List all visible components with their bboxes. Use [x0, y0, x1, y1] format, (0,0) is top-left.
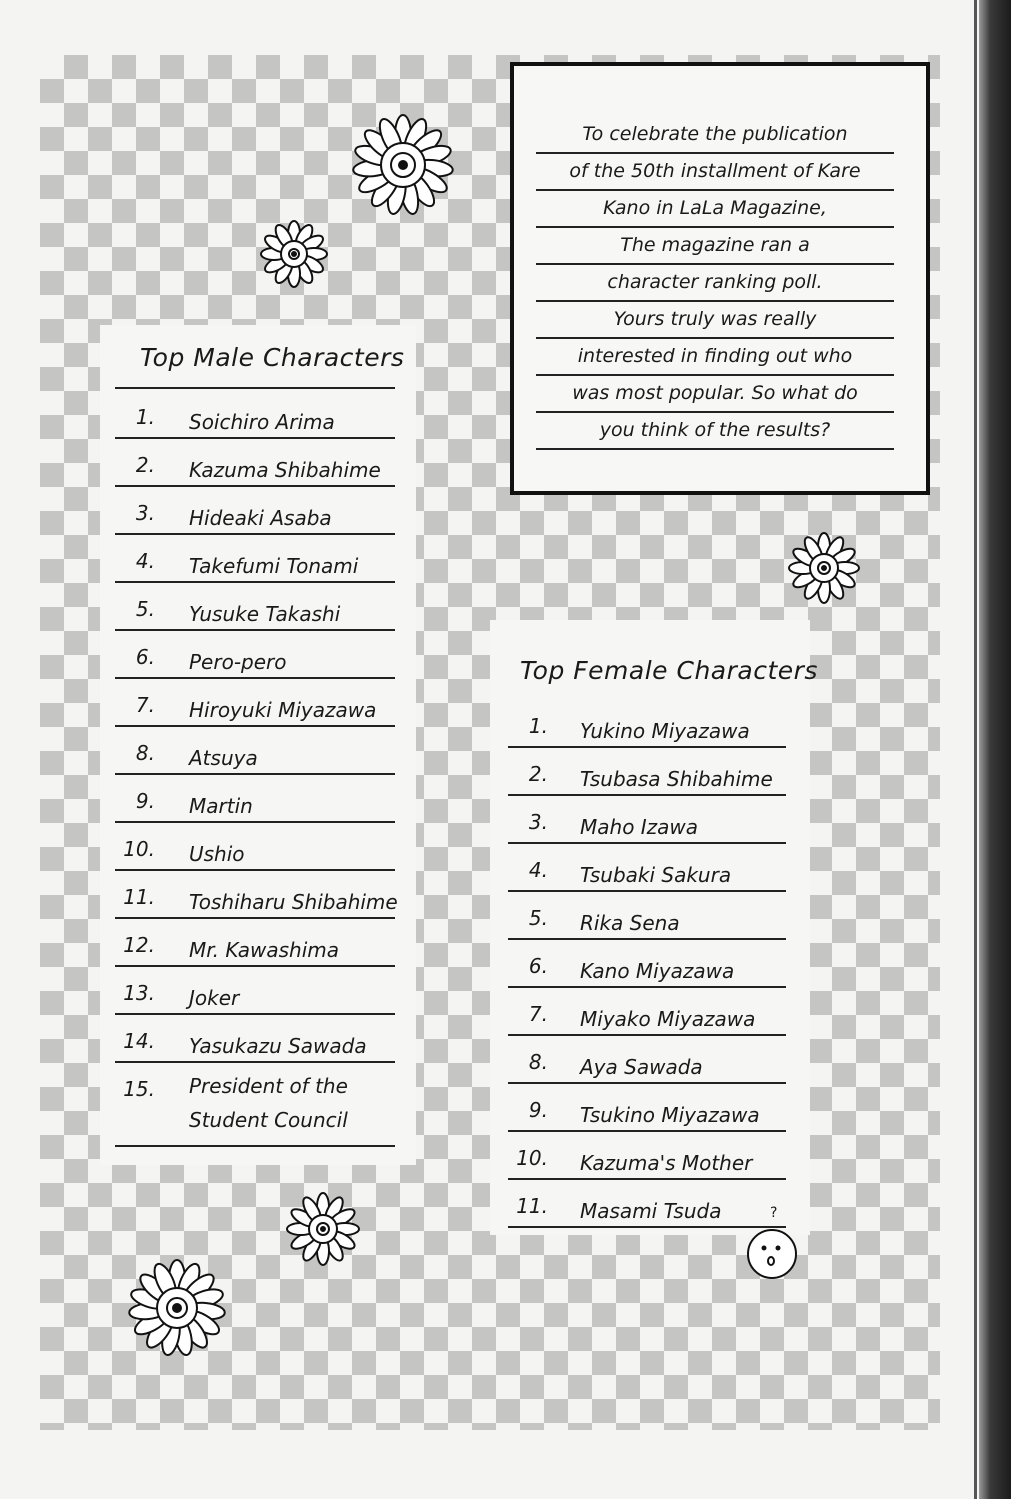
- character-name: Hideaki Asaba: [189, 506, 332, 530]
- character-name: Pero-pero: [189, 650, 287, 674]
- list-item: [508, 748, 786, 796]
- list-item: [115, 439, 395, 487]
- list-item: [508, 700, 786, 748]
- intro-line: Yours truly was really: [536, 301, 894, 339]
- character-name: Masami Tsuda: [580, 1199, 722, 1223]
- character-name: Tsukino Miyazawa: [580, 1103, 760, 1127]
- sunflower-icon: [124, 1255, 230, 1361]
- character-name: Kazuma's Mother: [580, 1151, 753, 1175]
- character-name: Martin: [189, 794, 253, 818]
- rank-number: 7.: [135, 693, 155, 717]
- character-name: Maho Izawa: [580, 815, 699, 839]
- intro-line: was most popular. So what do: [536, 375, 894, 413]
- list-item: [115, 679, 395, 727]
- list-item: [115, 487, 395, 535]
- intro-line: To celebrate the publication: [536, 116, 894, 154]
- list-item: [115, 535, 395, 583]
- list-item: [115, 919, 395, 967]
- character-name: Kano Miyazawa: [580, 959, 735, 983]
- rank-number: 12.: [123, 933, 155, 957]
- rank-number: 2.: [135, 453, 155, 477]
- rank-number: 3.: [528, 810, 548, 834]
- rank-number: 5.: [528, 906, 548, 930]
- list-item: [115, 631, 395, 679]
- character-name: Yasukazu Sawada: [189, 1034, 367, 1058]
- character-name: Mr. Kawashima: [189, 938, 340, 962]
- rank-number: 6.: [135, 645, 155, 669]
- character-name: Aya Sawada: [580, 1055, 703, 1079]
- rank-number: 4.: [135, 549, 155, 573]
- book-spine: [979, 0, 1011, 1499]
- character-name: Hiroyuki Miyazawa: [189, 698, 377, 722]
- sunflower-icon: [348, 110, 458, 220]
- list-item: [508, 796, 786, 844]
- list-item: [115, 871, 398, 919]
- rank-number: 11.: [123, 885, 155, 909]
- list-item: [115, 727, 395, 775]
- rank-number: 4.: [528, 858, 548, 882]
- rank-number: 9.: [135, 789, 155, 813]
- rank-number: 11.: [516, 1194, 548, 1218]
- character-name: Toshiharu Shibahime: [189, 890, 398, 914]
- rank-number: 1.: [528, 714, 548, 738]
- continue-arrow: ?: [770, 1205, 778, 1221]
- list-item: [508, 940, 786, 988]
- list-item: [508, 1132, 786, 1180]
- intro-line: of the 50th installment of Kare: [536, 153, 894, 191]
- rank-number: 14.: [123, 1029, 155, 1053]
- character-name: Ushio: [189, 842, 245, 866]
- character-name-line: Student Council: [189, 1108, 348, 1132]
- list-item: [508, 892, 786, 940]
- character-name: Tsubasa Shibahime: [580, 767, 773, 791]
- character-name: [189, 1069, 348, 1137]
- intro-line: interested in finding out who: [536, 338, 894, 376]
- rank-number: 15.: [123, 1077, 155, 1101]
- rank-number: 10.: [516, 1146, 548, 1170]
- list-item: [115, 1063, 395, 1147]
- character-name-line: President of the: [189, 1074, 348, 1098]
- rank-number: 2.: [528, 762, 548, 786]
- list-item: [508, 1036, 786, 1084]
- rank-number: 7.: [528, 1002, 548, 1026]
- rank-number: 8.: [528, 1050, 548, 1074]
- list-item: [508, 1084, 786, 1132]
- face-doodle-icon: [744, 1226, 800, 1282]
- rank-number: 3.: [135, 501, 155, 525]
- character-name: Atsuya: [189, 746, 258, 770]
- male-title-rule: [115, 387, 395, 389]
- character-name: Kazuma Shibahime: [189, 458, 381, 482]
- list-item: [115, 583, 395, 631]
- intro-line: Kano in LaLa Magazine,: [536, 190, 894, 228]
- rank-number: 1.: [135, 405, 155, 429]
- spine-shadow-line: [974, 0, 977, 1499]
- sunflower-icon: [284, 1190, 362, 1268]
- list-item: [508, 1180, 786, 1228]
- character-name: Soichiro Arima: [189, 410, 335, 434]
- character-name: Yusuke Takashi: [189, 602, 341, 626]
- character-name: Yukino Miyazawa: [580, 719, 750, 743]
- character-name: Miyako Miyazawa: [580, 1007, 756, 1031]
- female-list-title: Top Female Characters: [520, 656, 818, 685]
- sunflower-icon: [786, 530, 862, 606]
- list-item: [115, 823, 395, 871]
- list-item: [508, 988, 786, 1036]
- character-name: Takefumi Tonami: [189, 554, 359, 578]
- list-item: [115, 775, 395, 823]
- list-item: [115, 967, 395, 1015]
- rank-number: 5.: [135, 597, 155, 621]
- rank-number: 13.: [123, 981, 155, 1005]
- male-list-title: Top Male Characters: [140, 343, 405, 372]
- list-item: [115, 1015, 395, 1063]
- list-item: [508, 844, 786, 892]
- list-item: [115, 391, 395, 439]
- character-name: Tsubaki Sakura: [580, 863, 732, 887]
- intro-line: you think of the results?: [536, 412, 894, 450]
- character-name: Rika Sena: [580, 911, 680, 935]
- rank-number: 9.: [528, 1098, 548, 1122]
- rank-number: 8.: [135, 741, 155, 765]
- rank-number: 6.: [528, 954, 548, 978]
- intro-line: The magazine ran a: [536, 227, 894, 265]
- rank-number: 10.: [123, 837, 155, 861]
- intro-line: character ranking poll.: [536, 264, 894, 302]
- sunflower-icon: [258, 218, 330, 290]
- character-name: Joker: [189, 986, 240, 1010]
- intro-note-box: [510, 62, 930, 495]
